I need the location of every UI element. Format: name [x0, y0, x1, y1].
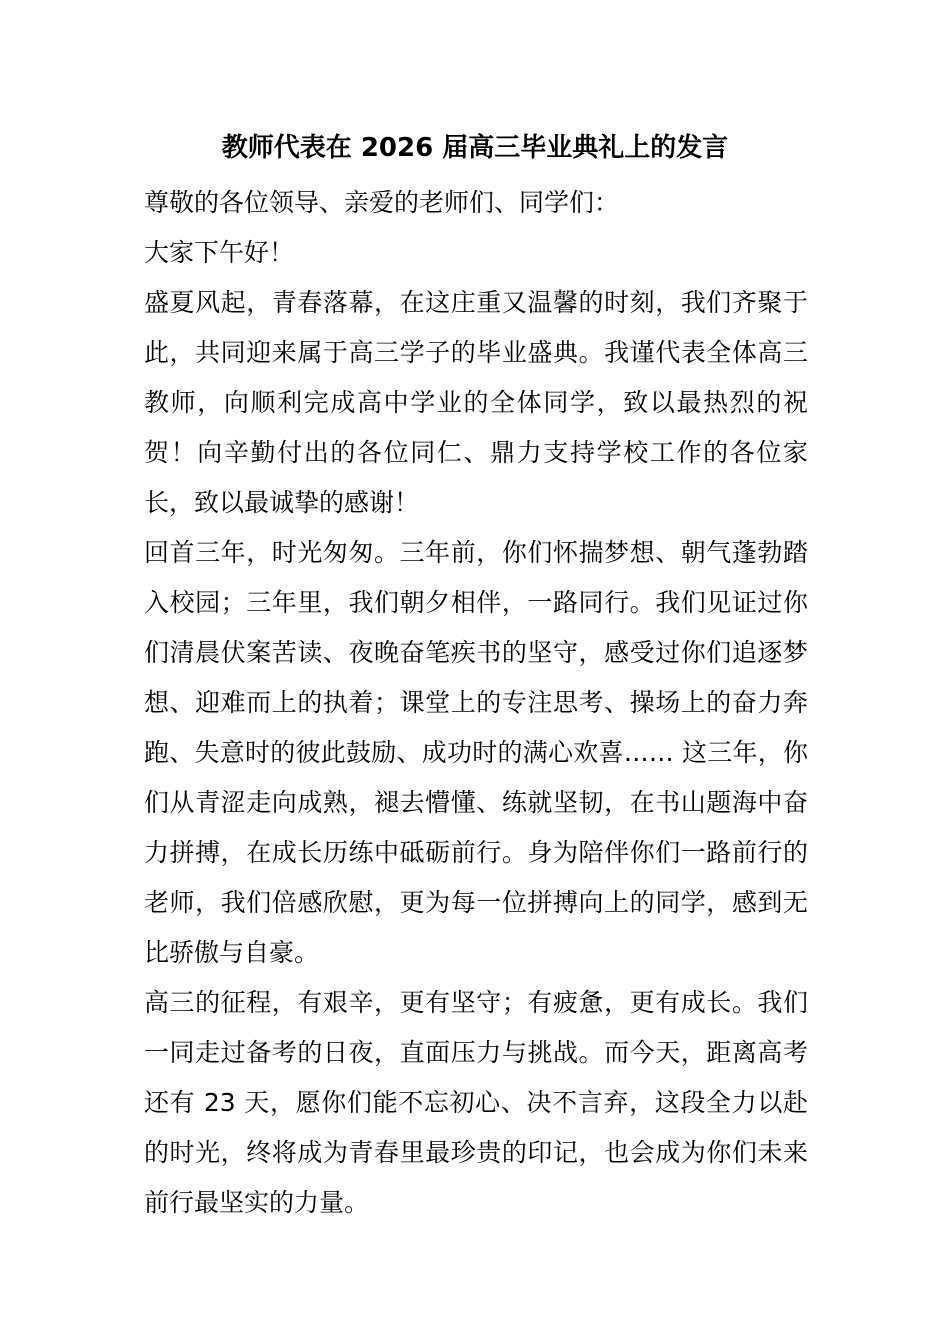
- paragraph: 回首三年，时光匆匆。三年前，你们怀揣梦想、朝气蓬勃踏入校园；三年里，我们朝夕相伴，一路同行。我们见证过你们清晨伏案苦读、夜晚奋笔疾书的坚守，感受过你们追逐梦想、迎难而上的执着；课堂上的专注思考、操场上的奋力奔跑、失意时的彼此鼓励、成功时的满心欢喜…… 这三年，你们从青涩走向成熟，褪去懵懂、练就坚韧，在书山题海中奋力拼搏，在成长历练中砥砺前行。身为陪伴你们一路前行的老师，我们倍感欣慰，更为每一位拼搏向上的同学，感到无比骄傲与自豪。: [144, 538, 808, 967]
- salutation: 尊敬的各位领导、亲爱的老师们、同学们：: [144, 188, 620, 217]
- paragraph: 盛夏风起，青春落幕，在这庄重又温馨的时刻，我们齐聚于此，共同迎来属于高三学子的毕业盛典。我谨代表全体高三教师，向顺利完成高中学业的全体同学，致以最热烈的祝贺！向辛勤付出的各位同仁、鼎力支持学校工作的各位家长，致以最诚挚的感谢！: [144, 288, 808, 517]
- paragraph: 高三的征程，有艰辛，更有坚守；有疲惫，更有成长。我们一同走过备考的日夜，直面压力与挑战。而今天，距离高考还有 23 天，愿你们能不忘初心、决不言弃，这段全力以赴的时光，终将成为青春里最珍贵的印记，也会成为你们未来前行最坚实的力量。: [144, 988, 808, 1217]
- greeting: 大家下午好！: [144, 238, 295, 267]
- document-body: [144, 178, 808, 1228]
- page-title: 教师代表在 2026 届高三毕业典礼上的发言: [221, 133, 729, 163]
